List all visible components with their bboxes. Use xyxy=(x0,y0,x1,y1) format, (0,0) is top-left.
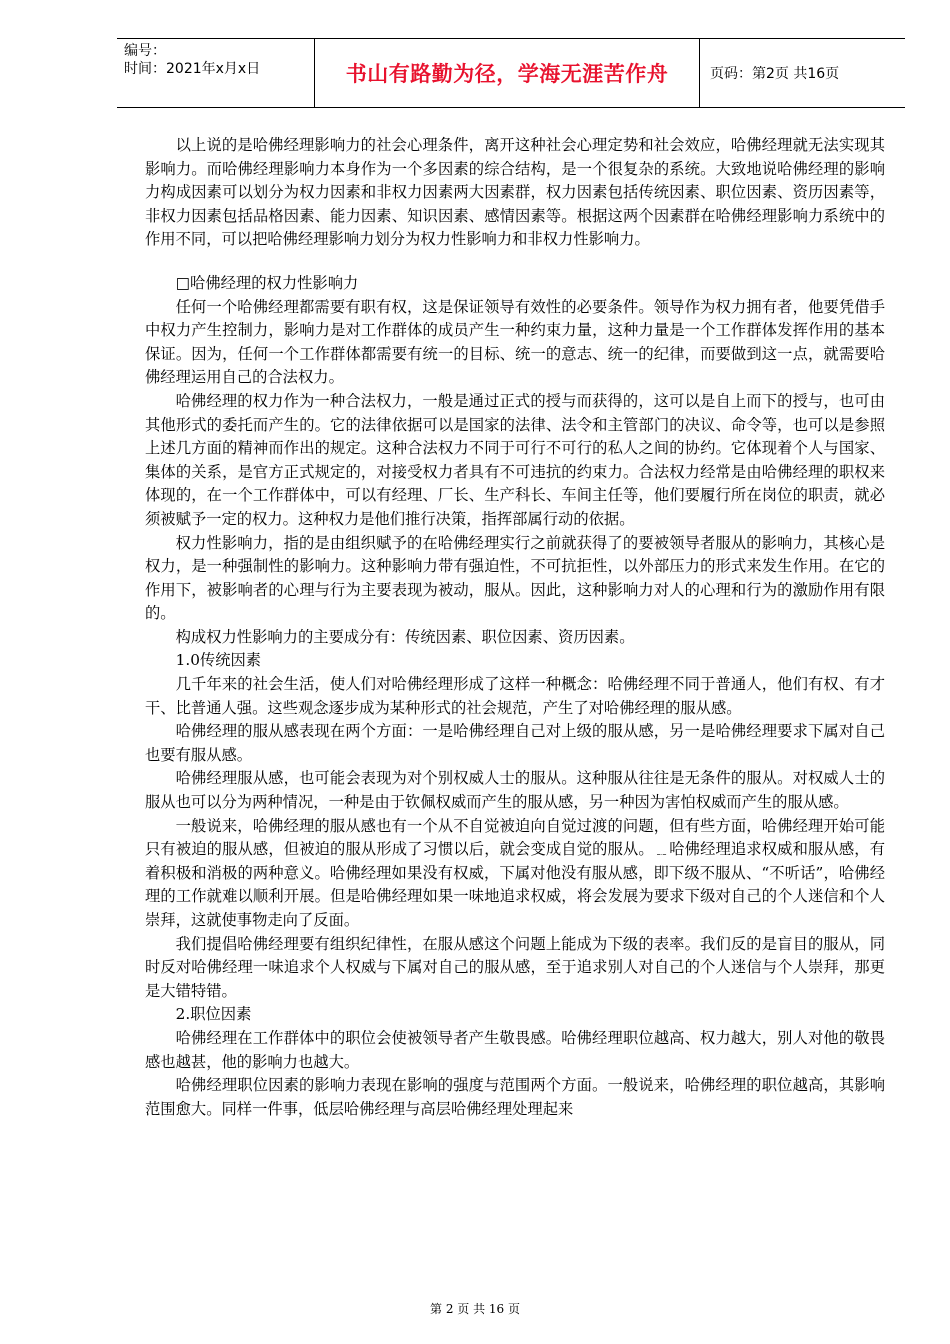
paragraph: 几千年来的社会生活，使人们对哈佛经理形成了这样一种概念：哈佛经理不同于普通人，他们有权、有才干、比普通人强。这些观念逐步成为某种形式的社会规范，产生了对哈佛经理的服从感。 xyxy=(145,675,885,717)
header-meta xyxy=(117,39,315,107)
subsection-heading: 1.0传统因素 xyxy=(175,651,262,670)
document-body xyxy=(145,134,885,1121)
subsection-heading: 2.职位因素 xyxy=(175,1005,252,1024)
header-motto: 书山有路勤为径，学海无涯苦作舟 xyxy=(315,39,700,107)
paragraph: 哈佛经理的权力作为一种合法权力，一般是通过正式的授与而获得的，这可以是自上而下的授与，也可由其他形式的委托而产生的。它的法律依据可以是国家的法律、法令和主管部门的决议、命令等，也可以是参照上述几方面的精神而作出的规定。这种合法权力不同于可行不可行的私人之间的协约。它体现着个人与国家、集体的关系，是官方正式规定的，对接受权力者具有不可违抗的约束力。合法权力经常是由哈佛经理的职权来体现的，在一个工作群体中，可以有经理、厂长、生产科长、车间主任等，他们要履行所在岗位的职责，就必须被赋予一定的权力。这种权力是他们推行决策，指挥部属行动的依据。 xyxy=(145,391,885,528)
paragraph: 哈佛经理的服从感表现在两个方面：一是哈佛经理自己对上级的服从感，另一是哈佛经理要求下属对自己也要有服从感。 xyxy=(145,722,885,764)
paragraph: 任何一个哈佛经理都需要有职有权，这是保证领导有效性的必要条件。领导作为权力拥有者，他要凭借手中权力产生控制力，影响力是对工作群体的成员产生一种约束力量，这种力量是一个工作群体发挥作用的基本保证。因为，任何一个工作群体都需要有统一的目标、统一的意志、统一的纪律，而要做到这一点，就需要哈佛经理运用自己的合法权力。 xyxy=(145,297,885,387)
paragraph: 一般说来，哈佛经理的服从感也有一个从不自觉被迫向自觉过渡的问题，但有些方面，哈佛经理开始可能只有被迫的服从感，但被迫的服从形成了习惯以后，就会变成自觉的服从。﹎哈佛经理追求权威和服从感，有着积极和消极的两种意义。哈佛经理如果没有权威，下属对他没有服从感，即下级不服从、“不听话”，哈佛经理的工作就难以顺利开展。但是哈佛经理如果一味地追求权威，将会发展为要求下级对自己的个人迷信和个人崇拜，这就使事物走向了反面。 xyxy=(145,816,885,929)
paragraph: 构成权力性影响力的主要成分有：传统因素、职位因素、资历因素。 xyxy=(175,627,635,646)
document-number-label: 编号： xyxy=(124,43,166,59)
paragraph: 哈佛经理职位因素的影响力表现在影响的强度与范围两个方面。一般说来，哈佛经理的职位越高，其影响范围愈大。同样一件事，低层哈佛经理与高层哈佛经理处理起来 xyxy=(145,1076,885,1118)
paragraph: 哈佛经理服从感，也可能会表现为对个别权威人士的服从。这种服从往往是无条件的服从。对权威人士的服从也可以分为两种情况，一种是由于钦佩权威而产生的服从感，另一种因为害怕权威而产生的服从感。 xyxy=(145,769,885,812)
document-date: 时间：2021年x月x日 xyxy=(124,61,261,77)
paragraph: 权力性影响力，指的是由组织赋予的在哈佛经理实行之前就获得了的要被领导者服从的影响力，其核心是权力，是一种强制性的影响力。这种影响力带有强迫性，不可抗拒性，以外部压力的形式来发生作用。在它的作用下，被影响者的心理与行为主要表现为被动，服从。因此，这种影响力对人的心理和行为的激励作用有限的。 xyxy=(145,533,885,623)
paragraph: 以上说的是哈佛经理影响力的社会心理条件，离开这种社会心理定势和社会效应，哈佛经理就无法实现其影响力。而哈佛经理影响力本身作为一个多因素的综合结构，是一个很复杂的系统。大致地说哈佛经理的影响力构成因素可以划分为权力因素和非权力因素两大因素群，权力因素包括传统因素、职位因素、资历因素等，非权力因素包括品格因素、能力因素、知识因素、感情因素等。根据这两个因素群在哈佛经理影响力系统中的作用不同，可以把哈佛经理影响力划分为权力性影响力和非权力性影响力。 xyxy=(145,136,885,249)
paragraph: 哈佛经理在工作群体中的职位会使被领导者产生敬畏感。哈佛经理职位越高、权力越大，别人对他的敬畏感也越甚，他的影响力也越大。 xyxy=(145,1028,885,1071)
paragraph: 我们提倡哈佛经理要有组织纪律性，在服从感这个问题上能成为下级的表率。我们反的是盲目的服从，同时反对哈佛经理一味追求个人权威与下属对自己的服从感，至于追求别人对自己的个人迷信与个人崇拜，那更是大错特错。 xyxy=(145,934,885,1000)
section-heading: □哈佛经理的权力性影响力 xyxy=(175,273,359,292)
header-page-info: 页码：第2页 共16页 xyxy=(710,66,840,82)
page-footer: 第 2 页 共 16 页 xyxy=(430,1302,520,1316)
page-header xyxy=(117,38,905,108)
